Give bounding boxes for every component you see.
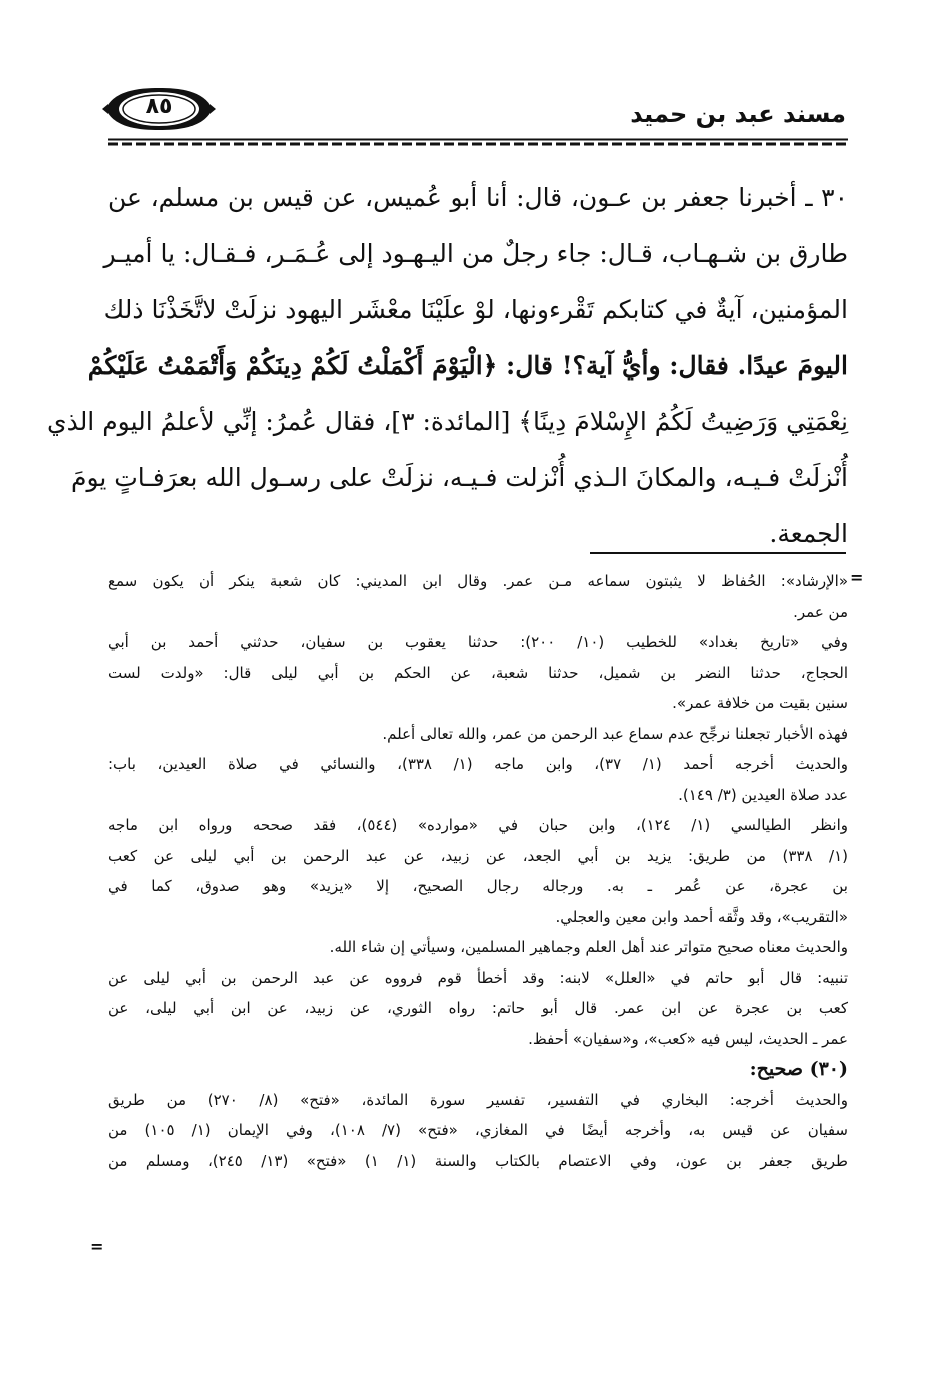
hadith-line: أُنْزلَتْ فـيـه، والمكانَ الـذي أُنْزلت فـيـه، نزلَتْ على رسـول الله بعرَفـاتٍ يومَ (70, 463, 848, 492)
footnote-line: وفي «تاريخ بغداد» للخطيب (١٠/ ٢٠٠): حدثنا يعقوب بن سفيان، حدثني أحمد بن أبي (108, 633, 848, 651)
continuation-mark-bottom: = (90, 1237, 104, 1256)
hadith-line: ٣٠ ـ أخبرنا جعفر بن عـون، قال: أنا أبو عُميس، عن قيس بن مسلم، عن (108, 183, 848, 212)
footnote-divider (590, 552, 846, 554)
footnote-line: كعب بن عجرة عن ابن عمر. قال أبو حاتم: رواه الثوري، عن زبيد، عن ابن أبي ليلى، عن (108, 999, 848, 1017)
hadith-line: طارق بن شـهـاب، قـال: جاء رجلٌ من اليـهـود إلى عُـمَـر، فـقـال: يا أميـر (103, 239, 848, 268)
hadith-text (47, 170, 848, 562)
footnote-line: والحديث أخرجه أحمد (١/ ٣٧)، وابن ماجه (١/ ٣٣٨)، والنسائي في صلاة العيدين، باب: (108, 755, 849, 773)
hadith-line: المؤمنين، آيةٌ في كتابكم تَقْرءونها، لوْ علَيْنَا معْشَر اليهود نزلَتْ لاتَّخَذْنَا ذلك (103, 295, 848, 324)
book-title: مسند عبد بن حميد (630, 100, 846, 128)
footnote-line: سفيان عن قيس به، وأخرجه أيضًا في المغازي، «فتح» (٧/ ١٠٨)، وفي الإيمان (١/ ١٠٥) من (108, 1121, 848, 1139)
footnote-line: والحديث معناه صحيح متواتر عند أهل العلم وجماهير المسلمين، وسيأتي إن شاء الله. (329, 938, 848, 956)
hadith-line: الجمعة. (769, 519, 848, 548)
footnote-line: الحجاج، حدثنا النضر بن شميل، حدثنا شعبة، عن الحكم بن أبي ليلى قال: «ولدت لست (108, 663, 848, 682)
page-number: ٨٥ (145, 94, 173, 119)
footnote-line: تنبيه: قال أبو حاتم في «العلل» لابنه: وقد أخطأ قوم فرووه عن عبد الرحمن بن أبي ليلى عن (108, 968, 848, 987)
footnote-line: وانظر الطيالسي (١/ ١٢٤)، وابن حبان في «موارده» (٥٤٤)، فقد صححه ورواه ابن ماجه (108, 816, 849, 834)
footnote-line: والحديث أخرجه: البخاري في التفسير، تفسير سورة المائدة، «فتح» (٨/ ٢٧٠) من طريق (108, 1090, 848, 1109)
footnote-line: عمر ـ الحديث، ليس فيه «كعب»، و«سفيان» أحفظ. (528, 1029, 848, 1048)
hadith-line: نِعْمَتِي وَرَضِيتُ لَكُمُ الإِسْلامَ دِينًا﴾ [المائدة: ٣]، فقال عُمرُ: إنِّي لأعلمُ اليوم الذي (47, 407, 848, 436)
footnote-line: «التقريب»، وقد وثَّقه أحمد وابن معين والعجلي. (555, 907, 848, 926)
footnote-line: سنين بقيت من خلافة عمر». (672, 694, 848, 712)
footnote-line: «الإرشاد»: الحُفاظ لا يثبتون سماعه مـن عمر. وقال ابن المديني: كان شعبة ينكر أن يكون سمع (108, 572, 848, 590)
footnote-line: طريق جعفر بن عون، وفي الاعتصام بالكتاب والسنة (١/ ١) «فتح» (١٣/ ٢٤٥)، ومسلم من (108, 1151, 848, 1170)
footnotes (108, 566, 848, 1176)
footnote-line: فهذه الأخبار تجعلنا نرجِّح عدم سماع عبد الرحمن من عمر، والله تعالى أعلم. (382, 724, 848, 743)
header-rule (108, 138, 848, 146)
hadith-line: اليومَ عيدًا. فقال: وأيُّ آية؟! قال: ﴿الْيَوْمَ أَكْمَلْتُ لَكُمْ دِينَكُمْ وَأَتْمَمْتُ عَلَيْكُمْ (87, 351, 848, 380)
footnote-heading: (٣٠) صحيح: (749, 1058, 848, 1080)
page-header (100, 86, 850, 138)
page-number-badge (100, 86, 218, 132)
footnote-line: بن عجرة، عن عُمر ـ به. ورجاله رجال الصحيح، إلا «يزيد» وهو صدوق، كما في (108, 877, 848, 895)
footnote-line: (١/ ٣٣٨) من طريق: يزيد بن أبي الجعد، عن زبيد، عن عبد الرحمن بن أبي ليلى عن كعب (108, 846, 848, 865)
footnote-line: عدد صلاة العيدين (٣/ ١٤٩). (678, 785, 848, 804)
footnote-line: من عمر. (793, 602, 848, 621)
continuation-mark-top: = (850, 568, 864, 587)
